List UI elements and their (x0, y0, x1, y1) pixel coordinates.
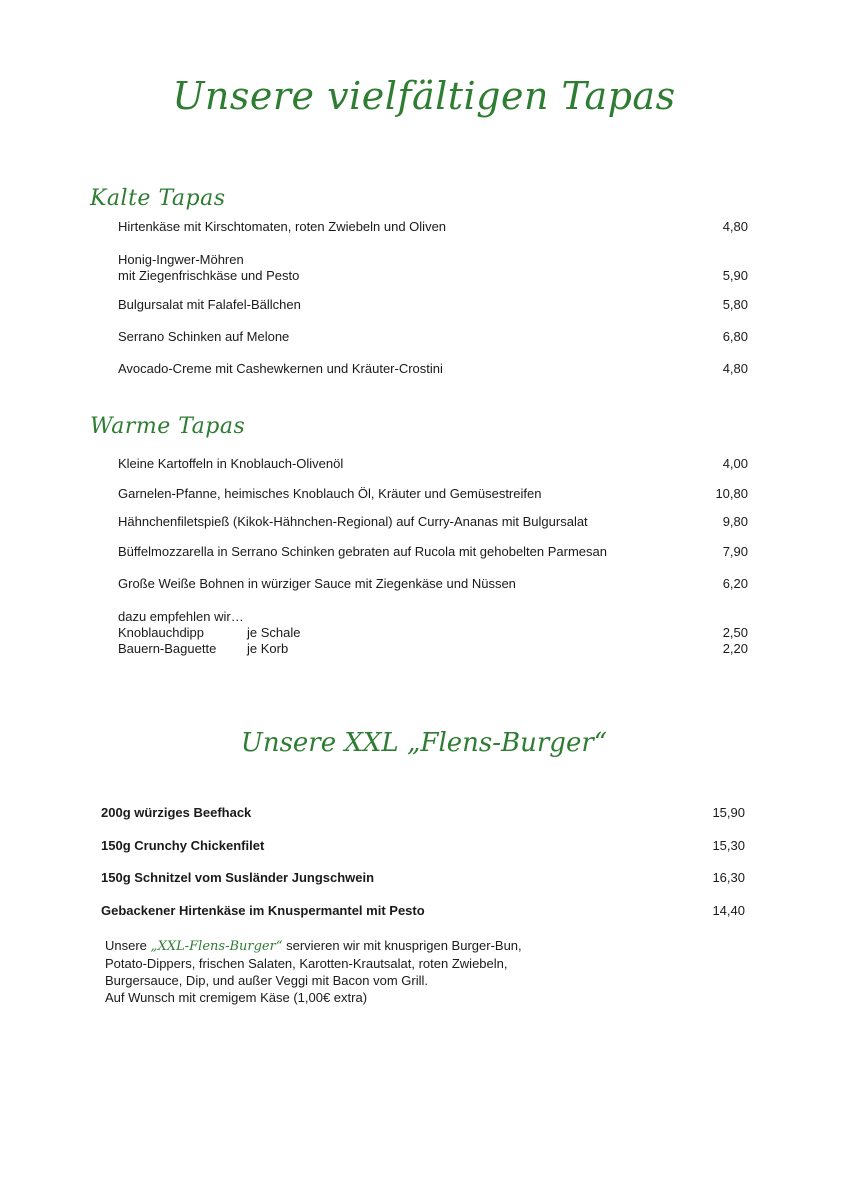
burger-item (101, 870, 745, 886)
extra-name: Bauern-Baguette (118, 641, 217, 656)
menu-item-price: 6,80 (722, 329, 748, 344)
menu-item-price: 10,80 (715, 486, 748, 501)
menu-item-price: 6,20 (722, 576, 748, 591)
extras-row (118, 641, 748, 657)
menu-item-price: 4,80 (722, 219, 748, 234)
burger-note-line2: Potato-Dippers, frischen Salaten, Karotten-Krautsalat, roten Zwiebeln, (105, 956, 508, 971)
menu-item-name: Hirtenkäse mit Kirschtomaten, roten Zwiebeln und Oliven (118, 219, 447, 234)
burger-item-name: Gebackener Hirtenkäse im Knuspermantel mit Pesto (101, 903, 425, 918)
extra-unit: je Korb (247, 641, 289, 656)
burger-item-price: 15,30 (712, 838, 745, 853)
extra-price: 2,50 (722, 625, 748, 640)
menu-item-name: Hähnchenfiletspieß (Kikok-Hähnchen-Regional) auf Curry-Ananas mit Bulgursalat (118, 514, 588, 529)
burger-item (101, 805, 745, 821)
menu-item-price: 4,00 (722, 456, 748, 471)
extra-price: 2,20 (722, 641, 748, 656)
burger-item-price: 14,40 (712, 903, 745, 918)
burger-item-name: 150g Crunchy Chickenfilet (101, 838, 265, 853)
menu-item-name: Garnelen-Pfanne, heimisches Knoblauch Öl, Kräuter und Gemüsestreifen (118, 486, 542, 501)
burger-item (101, 903, 745, 919)
menu-item-name: Bulgursalat mit Falafel-Bällchen (118, 297, 301, 312)
burger-note-line4: Auf Wunsch mit cremigem Käse (1,00€ extra) (105, 990, 368, 1005)
burger-item-name: 200g würziges Beefhack (101, 805, 252, 820)
burger-item-price: 16,30 (712, 870, 745, 885)
menu-item-name-line2: mit Ziegenfrischkäse und Pesto (118, 268, 300, 283)
extras-intro (118, 609, 748, 625)
menu-item-price: 7,90 (722, 544, 748, 559)
section-title-kalte: Kalte Tapas (90, 186, 226, 211)
extras-intro-text: dazu empfehlen wir… (118, 609, 244, 624)
note-script-name: „XXL-Flens-Burger“ (150, 939, 283, 954)
extra-name: Knoblauchdipp (118, 625, 205, 640)
burger-note (105, 937, 625, 1006)
burger-section-title: Unsere XXL „Flens-Burger“ (240, 728, 608, 758)
menu-item (118, 576, 748, 592)
menu-item (118, 486, 748, 502)
menu-item (118, 514, 748, 530)
menu-item-name: Honig-Ingwer-Möhren (118, 252, 244, 267)
extras-block (118, 609, 748, 657)
menu-item-name: Kleine Kartoffeln in Knoblauch-Olivenöl (118, 456, 344, 471)
extras-row (118, 625, 748, 641)
menu-item-price: 9,80 (722, 514, 748, 529)
menu-item (118, 219, 748, 235)
note-prefix: Unsere (105, 938, 151, 953)
menu-item-name: Serrano Schinken auf Melone (118, 329, 290, 344)
menu-item (118, 252, 748, 284)
menu-item-name: Große Weiße Bohnen in würziger Sauce mit Ziegenkäse und Nüssen (118, 576, 516, 591)
menu-item-price: 4,80 (722, 361, 748, 376)
menu-item (118, 297, 748, 313)
note-line1-rest: servieren wir mit knusprigen Burger-Bun, (282, 938, 522, 953)
extra-unit: je Schale (247, 625, 301, 640)
burger-item-name: 150g Schnitzel vom Susländer Jungschwein (101, 870, 375, 885)
menu-item (118, 544, 748, 560)
page-title: Unsere vielfältigen Tapas (172, 74, 676, 118)
menu-item (118, 456, 748, 472)
burger-note-line1 (105, 937, 625, 955)
menu-item-price: 5,90 (722, 268, 748, 283)
menu-item-name: Avocado-Creme mit Cashewkernen und Kräuter-Crostini (118, 361, 443, 376)
burger-item (101, 838, 745, 854)
section-title-warme: Warme Tapas (90, 414, 246, 439)
menu-item-price: 5,80 (722, 297, 748, 312)
burger-note-line3: Burgersauce, Dip, und außer Veggi mit Bacon vom Grill. (105, 973, 428, 988)
menu-item (118, 329, 748, 345)
menu-item-name: Büffelmozzarella in Serrano Schinken gebraten auf Rucola mit gehobelten Parmesan (118, 544, 607, 559)
burger-item-price: 15,90 (712, 805, 745, 820)
menu-item (118, 361, 748, 377)
